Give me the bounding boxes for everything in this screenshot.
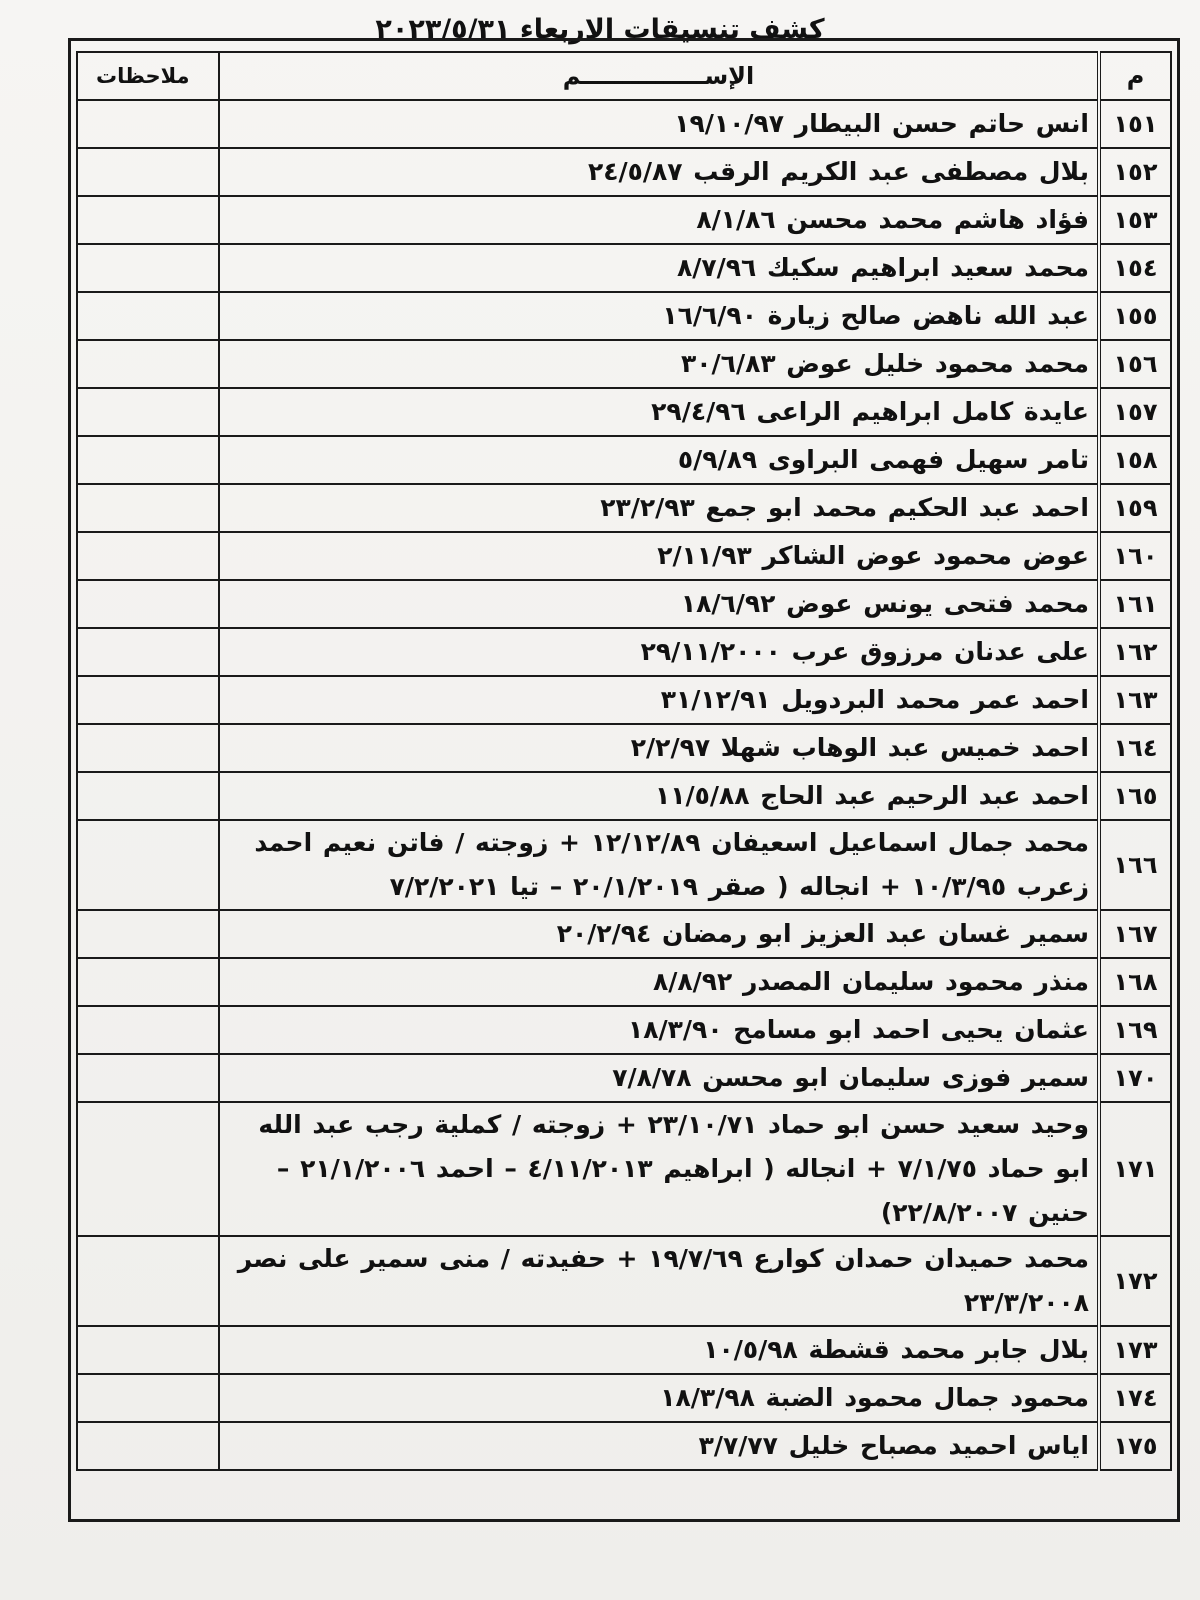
table-row <box>77 724 1171 772</box>
table-row <box>77 484 1171 532</box>
table-row <box>77 340 1171 388</box>
row-name: احمد عبد الرحيم عبد الحاج ١١/٥/٨٨ <box>219 772 1099 820</box>
table-row <box>77 532 1171 580</box>
header-number: م <box>1099 52 1171 100</box>
row-notes <box>77 340 219 388</box>
row-name: عايدة كامل ابراهيم الراعى ٢٩/٤/٩٦ <box>219 388 1099 436</box>
row-name: سمير فوزى سليمان ابو محسن ٧/٨/٧٨ <box>219 1054 1099 1102</box>
row-number: ١٥٨ <box>1099 436 1171 484</box>
row-number: ١٧٣ <box>1099 1326 1171 1374</box>
table-header-row <box>77 52 1171 100</box>
row-name: تامر سهيل فهمى البراوى ٥/٩/٨٩ <box>219 436 1099 484</box>
table-row <box>77 196 1171 244</box>
row-notes <box>77 1236 219 1326</box>
table-row <box>77 388 1171 436</box>
table-row <box>77 1422 1171 1470</box>
row-name: فؤاد هاشم محمد محسن ٨/١/٨٦ <box>219 196 1099 244</box>
row-number: ١٧٢ <box>1099 1236 1171 1326</box>
row-number: ١٥٧ <box>1099 388 1171 436</box>
row-name: بلال مصطفى عبد الكريم الرقب ٢٤/٥/٨٧ <box>219 148 1099 196</box>
row-name: منذر محمود سليمان المصدر ٨/٨/٩٢ <box>219 958 1099 1006</box>
row-notes <box>77 1054 219 1102</box>
row-number: ١٧٤ <box>1099 1374 1171 1422</box>
row-name: محمد جمال اسماعيل اسعيفان ١٢/١٢/٨٩ + زوجته / فاتن نعيم احمد زعرب ١٠/٣/٩٥ + انجاله ( صقر ٢٠/١/٢٠١٩ – تيا ٧/٢/٢٠٢١ <box>219 820 1099 910</box>
row-notes <box>77 244 219 292</box>
table-frame <box>68 38 1180 1522</box>
table-row <box>77 580 1171 628</box>
row-name: على عدنان مرزوق عرب ٢٩/١١/٢٠٠٠ <box>219 628 1099 676</box>
row-number: ١٧٥ <box>1099 1422 1171 1470</box>
page-title: كشف تنسيقات الاربعاء ٢٠٢٣/٥/٣١ <box>375 14 825 45</box>
row-notes <box>77 1374 219 1422</box>
row-notes <box>77 628 219 676</box>
row-notes <box>77 100 219 148</box>
row-notes <box>77 958 219 1006</box>
row-number: ١٧٠ <box>1099 1054 1171 1102</box>
row-name: احمد خميس عبد الوهاب شهلا ٢/٢/٩٧ <box>219 724 1099 772</box>
row-number: ١٦٧ <box>1099 910 1171 958</box>
table-row <box>77 244 1171 292</box>
row-name: عثمان يحيى احمد ابو مسامح ١٨/٣/٩٠ <box>219 1006 1099 1054</box>
table-row <box>77 100 1171 148</box>
names-table <box>76 51 1172 1471</box>
row-number: ١٦٩ <box>1099 1006 1171 1054</box>
row-notes <box>77 1326 219 1374</box>
row-name: انس حاتم حسن البيطار ١٩/١٠/٩٧ <box>219 100 1099 148</box>
table-row <box>77 772 1171 820</box>
row-name: احمد عبد الحكيم محمد ابو جمع ٢٣/٢/٩٣ <box>219 484 1099 532</box>
table-row <box>77 1236 1171 1326</box>
row-notes <box>77 1422 219 1470</box>
row-number: ١٦٠ <box>1099 532 1171 580</box>
row-number: ١٥٥ <box>1099 292 1171 340</box>
row-notes <box>77 772 219 820</box>
row-notes <box>77 148 219 196</box>
row-number: ١٥٦ <box>1099 340 1171 388</box>
table-row <box>77 1102 1171 1236</box>
row-number: ١٥٢ <box>1099 148 1171 196</box>
table-row <box>77 292 1171 340</box>
table-row <box>77 148 1171 196</box>
table-row <box>77 436 1171 484</box>
table-row <box>77 820 1171 910</box>
row-number: ١٦٤ <box>1099 724 1171 772</box>
row-name: سمير غسان عبد العزيز ابو رمضان ٢٠/٢/٩٤ <box>219 910 1099 958</box>
row-notes <box>77 724 219 772</box>
row-name: محمد سعيد ابراهيم سكيك ٨/٧/٩٦ <box>219 244 1099 292</box>
row-number: ١٥١ <box>1099 100 1171 148</box>
row-name: احمد عمر محمد البردويل ٣١/١٢/٩١ <box>219 676 1099 724</box>
row-name: عوض محمود عوض الشاكر ٢/١١/٩٣ <box>219 532 1099 580</box>
table-row <box>77 1374 1171 1422</box>
row-number: ١٦١ <box>1099 580 1171 628</box>
table-row <box>77 1326 1171 1374</box>
row-name: بلال جابر محمد قشطة ١٠/٥/٩٨ <box>219 1326 1099 1374</box>
row-number: ١٦٨ <box>1099 958 1171 1006</box>
row-number: ١٥٩ <box>1099 484 1171 532</box>
row-notes <box>77 580 219 628</box>
row-name: وحيد سعيد حسن ابو حماد ٢٣/١٠/٧١ + زوجته / كملية رجب عبد الله ابو حماد ٧/١/٧٥ + انجاله ( ابراهيم ٤/١١/٢٠١٣ – احمد ٢١/١/٢٠٠٦ – حنين ٢٢/٨/٢٠٠٧) <box>219 1102 1099 1236</box>
row-number: ١٥٣ <box>1099 196 1171 244</box>
row-notes <box>77 196 219 244</box>
table-row <box>77 1054 1171 1102</box>
row-number: ١٥٤ <box>1099 244 1171 292</box>
row-notes <box>77 292 219 340</box>
row-name: عبد الله ناهض صالح زيارة ١٦/٦/٩٠ <box>219 292 1099 340</box>
row-notes <box>77 676 219 724</box>
row-name: محمد حميدان حمدان كوارع ١٩/٧/٦٩ + حفيدته / منى سمير على نصر ٢٣/٣/٢٠٠٨ <box>219 1236 1099 1326</box>
row-notes <box>77 820 219 910</box>
table-row <box>77 1006 1171 1054</box>
table-row <box>77 676 1171 724</box>
row-number: ١٦٦ <box>1099 820 1171 910</box>
row-notes <box>77 910 219 958</box>
row-notes <box>77 1102 219 1236</box>
row-number: ١٦٣ <box>1099 676 1171 724</box>
row-number: ١٦٥ <box>1099 772 1171 820</box>
header-notes: ملاحظات <box>77 52 219 100</box>
row-notes <box>77 388 219 436</box>
row-notes <box>77 532 219 580</box>
table-row <box>77 958 1171 1006</box>
row-name: اياس احميد مصباح خليل ٣/٧/٧٧ <box>219 1422 1099 1470</box>
row-notes <box>77 1006 219 1054</box>
row-notes <box>77 436 219 484</box>
row-number: ١٦٢ <box>1099 628 1171 676</box>
table-row <box>77 910 1171 958</box>
row-name: محمد فتحى يونس عوض ١٨/٦/٩٢ <box>219 580 1099 628</box>
row-number: ١٧١ <box>1099 1102 1171 1236</box>
row-notes <box>77 484 219 532</box>
header-name: الإســـــــــــــــم <box>219 52 1099 100</box>
row-name: محمود جمال محمود الضبة ١٨/٣/٩٨ <box>219 1374 1099 1422</box>
row-name: محمد محمود خليل عوض ٣٠/٦/٨٣ <box>219 340 1099 388</box>
table-row <box>77 628 1171 676</box>
